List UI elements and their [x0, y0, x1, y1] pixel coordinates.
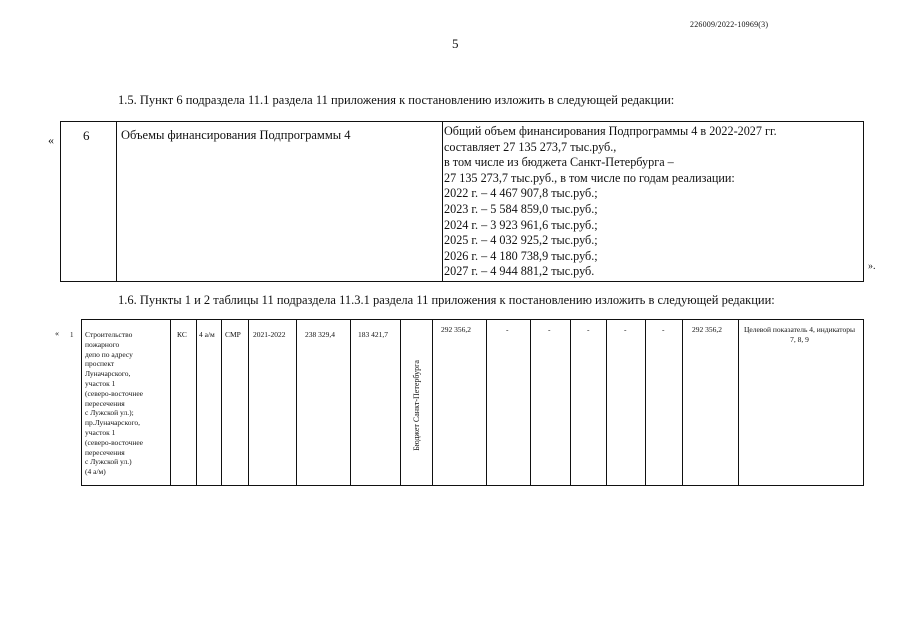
object-name-line: Строительство [85, 330, 133, 339]
target-indicators: Целевой показатель 4, индикаторы 7, 8, 9 [743, 325, 856, 344]
table-divider [486, 319, 487, 486]
table-divider [116, 122, 117, 281]
open-quote: « [55, 329, 59, 338]
document-number: 226009/2022-10969(3) [690, 20, 769, 29]
financing-line: 27 135 273,7 тыс.руб., в том числе по годам реализации: [444, 170, 735, 185]
construction-period: 2021-2022 [253, 330, 286, 339]
object-name-line: участок 1 [85, 427, 116, 437]
object-type: КС [177, 330, 187, 339]
object-name-line: пересечения [85, 447, 125, 457]
object-name-line: участок 1 [85, 378, 116, 388]
financing-line: Общий объем финансирования Подпрограммы 4 в 2022-2027 гг. [444, 124, 777, 138]
close-quote: ». [868, 261, 876, 272]
table-divider [606, 319, 607, 486]
table-divider [682, 319, 683, 486]
amount-2022: 292 356,2 [441, 325, 471, 334]
table-divider [432, 319, 433, 486]
paragraph-1-6: 1.6. Пункты 1 и 2 таблицы 11 подраздела 11.3.1 раздела 11 приложения к постановлению изложить в следующей редакции: [118, 293, 775, 307]
object-name-line: (северо-восточнее [85, 437, 144, 447]
table-divider [196, 319, 197, 486]
financing-line: 2023 г. – 5 584 859,0 тыс.руб.; [444, 201, 598, 216]
paragraph-1-5: 1.5. Пункт 6 подраздела 11.1 раздела 11 приложения к постановлению изложить в следующей редакции: [118, 93, 675, 107]
funding-source [401, 330, 431, 480]
financing-line: 2025 г. – 4 032 925,2 тыс.руб.; [444, 233, 598, 248]
amount-total: 292 356,2 [692, 325, 722, 334]
object-name-line: проспект [85, 359, 115, 369]
amount-2026: - [624, 325, 627, 334]
table-divider [350, 319, 351, 486]
table-divider [530, 319, 531, 486]
amount-2023: - [506, 325, 509, 334]
object-name-line: Луначарского, [85, 369, 131, 379]
table-divider [738, 319, 739, 486]
table-divider [248, 319, 249, 486]
object-name [85, 330, 169, 477]
page-number: 5 [452, 36, 459, 51]
amount-2027: - [662, 325, 665, 334]
table-divider [442, 122, 443, 281]
amount-2024: - [548, 325, 551, 334]
object-capacity: 4 а/м [199, 330, 215, 339]
object-name-line: с Лужской ул.) [85, 457, 132, 467]
financing-line: составляет 27 135 273,7 тыс.руб., [444, 139, 617, 154]
object-name-line: с Лужской ул.); [85, 408, 134, 418]
financing-details [444, 124, 854, 280]
object-name-line: пожарного [85, 339, 120, 349]
table-divider [645, 319, 646, 486]
table-divider [170, 319, 171, 486]
financing-line: 2027 г. – 4 944 881,2 тыс.руб. [444, 264, 595, 279]
estimated-cost: 238 329,4 [305, 330, 335, 339]
object-name-line: (4 а/м) [85, 467, 106, 477]
work-type: СМР [225, 330, 241, 339]
financing-line: в том числе из бюджета Санкт-Петербурга – [444, 155, 674, 170]
amount-2025: - [587, 325, 590, 334]
object-name-line: пересечения [85, 398, 125, 408]
table-divider [221, 319, 222, 486]
funding-source-label: Бюджет Санкт-Петербурга [411, 359, 421, 451]
object-name-line: депо по адресу [85, 349, 133, 359]
object-name-line: (северо-восточнее [85, 388, 144, 398]
row-index: 1 [70, 331, 74, 339]
open-quote: « [48, 133, 54, 147]
object-name-line: пр.Луначарского, [85, 418, 141, 428]
financed-before: 183 421,7 [358, 330, 388, 339]
row-number: 6 [83, 128, 90, 143]
row-title: Объемы финансирования Подпрограммы 4 [121, 128, 351, 142]
financing-line: 2026 г. – 4 180 738,9 тыс.руб.; [444, 248, 598, 263]
table-divider [296, 319, 297, 486]
financing-line: 2024 г. – 3 923 961,6 тыс.руб.; [444, 217, 598, 232]
financing-line: 2022 г. – 4 467 907,8 тыс.руб.; [444, 186, 598, 201]
table-divider [570, 319, 571, 486]
